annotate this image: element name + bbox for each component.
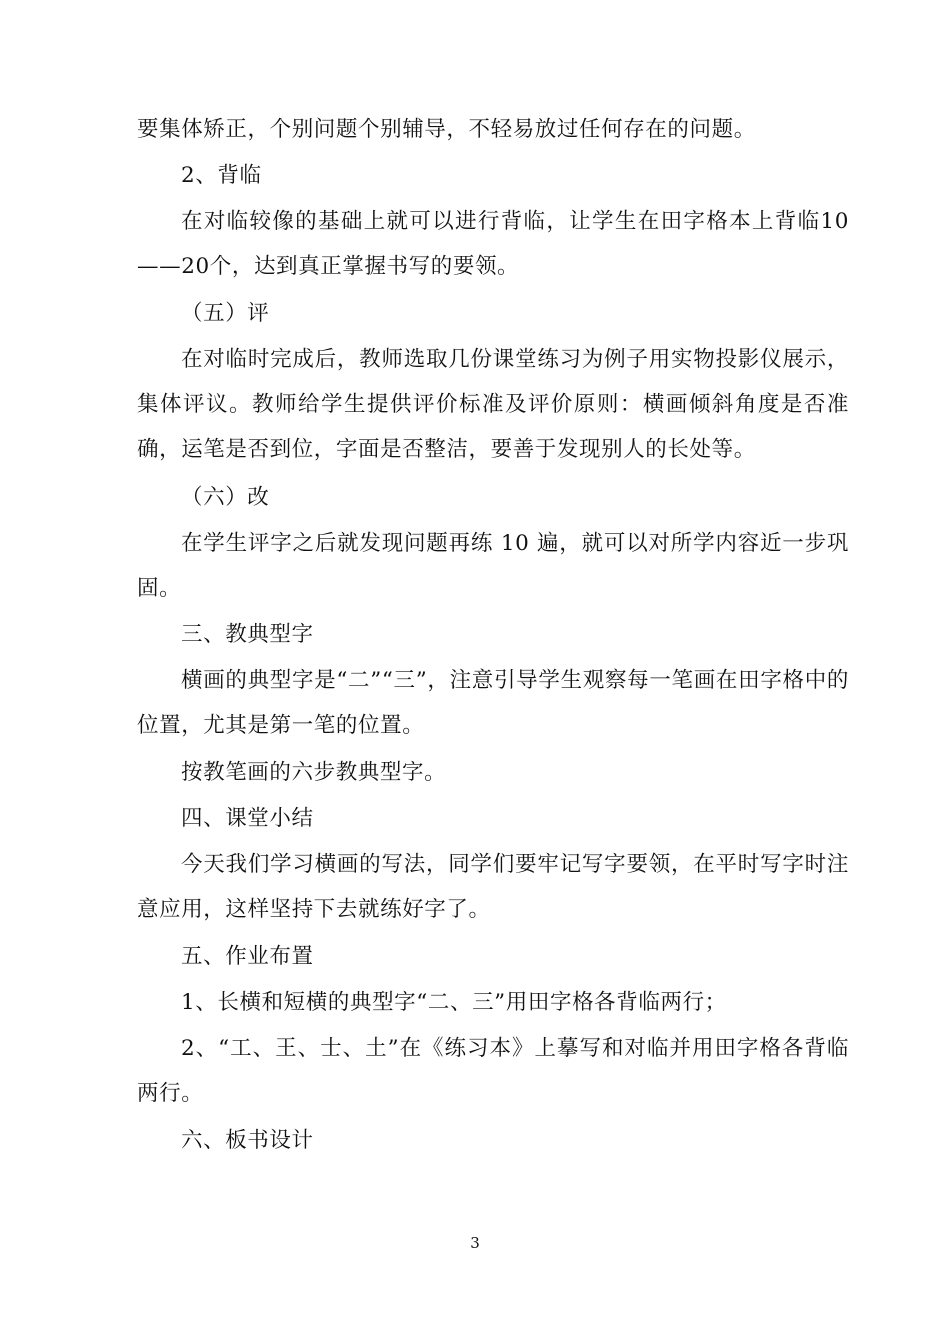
paragraph-evaluate: 在对临时完成后，教师选取几份课堂练习为例子用实物投影仪展示，集体评议。教师给学生提供评价标准及评价原则：横画倾斜角度是否准确，运笔是否到位，字面是否整洁，要善于发现别人的长处等。 (137, 347, 849, 462)
heading-recite: 2、背临 (181, 163, 262, 188)
homework-item-1: 1、长横和短横的典型字“二、三”用田字格各背临两行； (181, 990, 727, 1015)
heading-homework: 五、作业布置 (181, 944, 314, 969)
homework-item-2: 2、“工、王、士、土”在《练习本》上摹写和对临并用田字格各背临两行。 (137, 1036, 849, 1106)
heading-typical-characters: 三、教典型字 (181, 622, 314, 647)
heading-board-design: 六、板书设计 (181, 1128, 314, 1153)
paragraph-correct: 在学生评字之后就发现问题再练 10 遍，就可以对所学内容近一步巩固。 (137, 531, 849, 601)
paragraph-continuation: 要集体矫正，个别问题个别辅导，不轻易放过任何存在的问题。 (137, 117, 756, 142)
paragraph-recite: 在对临较像的基础上就可以进行背临，让学生在田字格本上背临10——20个，达到真正掌握书写的要领。 (137, 209, 849, 279)
paragraph-six-steps: 按教笔画的六步教典型字。 (181, 760, 447, 785)
heading-evaluate: （五）评 (181, 301, 270, 326)
paragraph-summary: 今天我们学习横画的写法，同学们要牢记写字要领，在平时写字时注意应用，这样坚持下去就练好字了。 (137, 852, 849, 922)
paragraph-typical-characters: 横画的典型字是“二”“三”，注意引导学生观察每一笔画在田字格中的位置，尤其是第一笔的位置。 (137, 668, 849, 738)
heading-correct: （六）改 (181, 485, 270, 510)
heading-summary: 四、课堂小结 (181, 806, 314, 831)
page-number: 3 (470, 1234, 480, 1252)
